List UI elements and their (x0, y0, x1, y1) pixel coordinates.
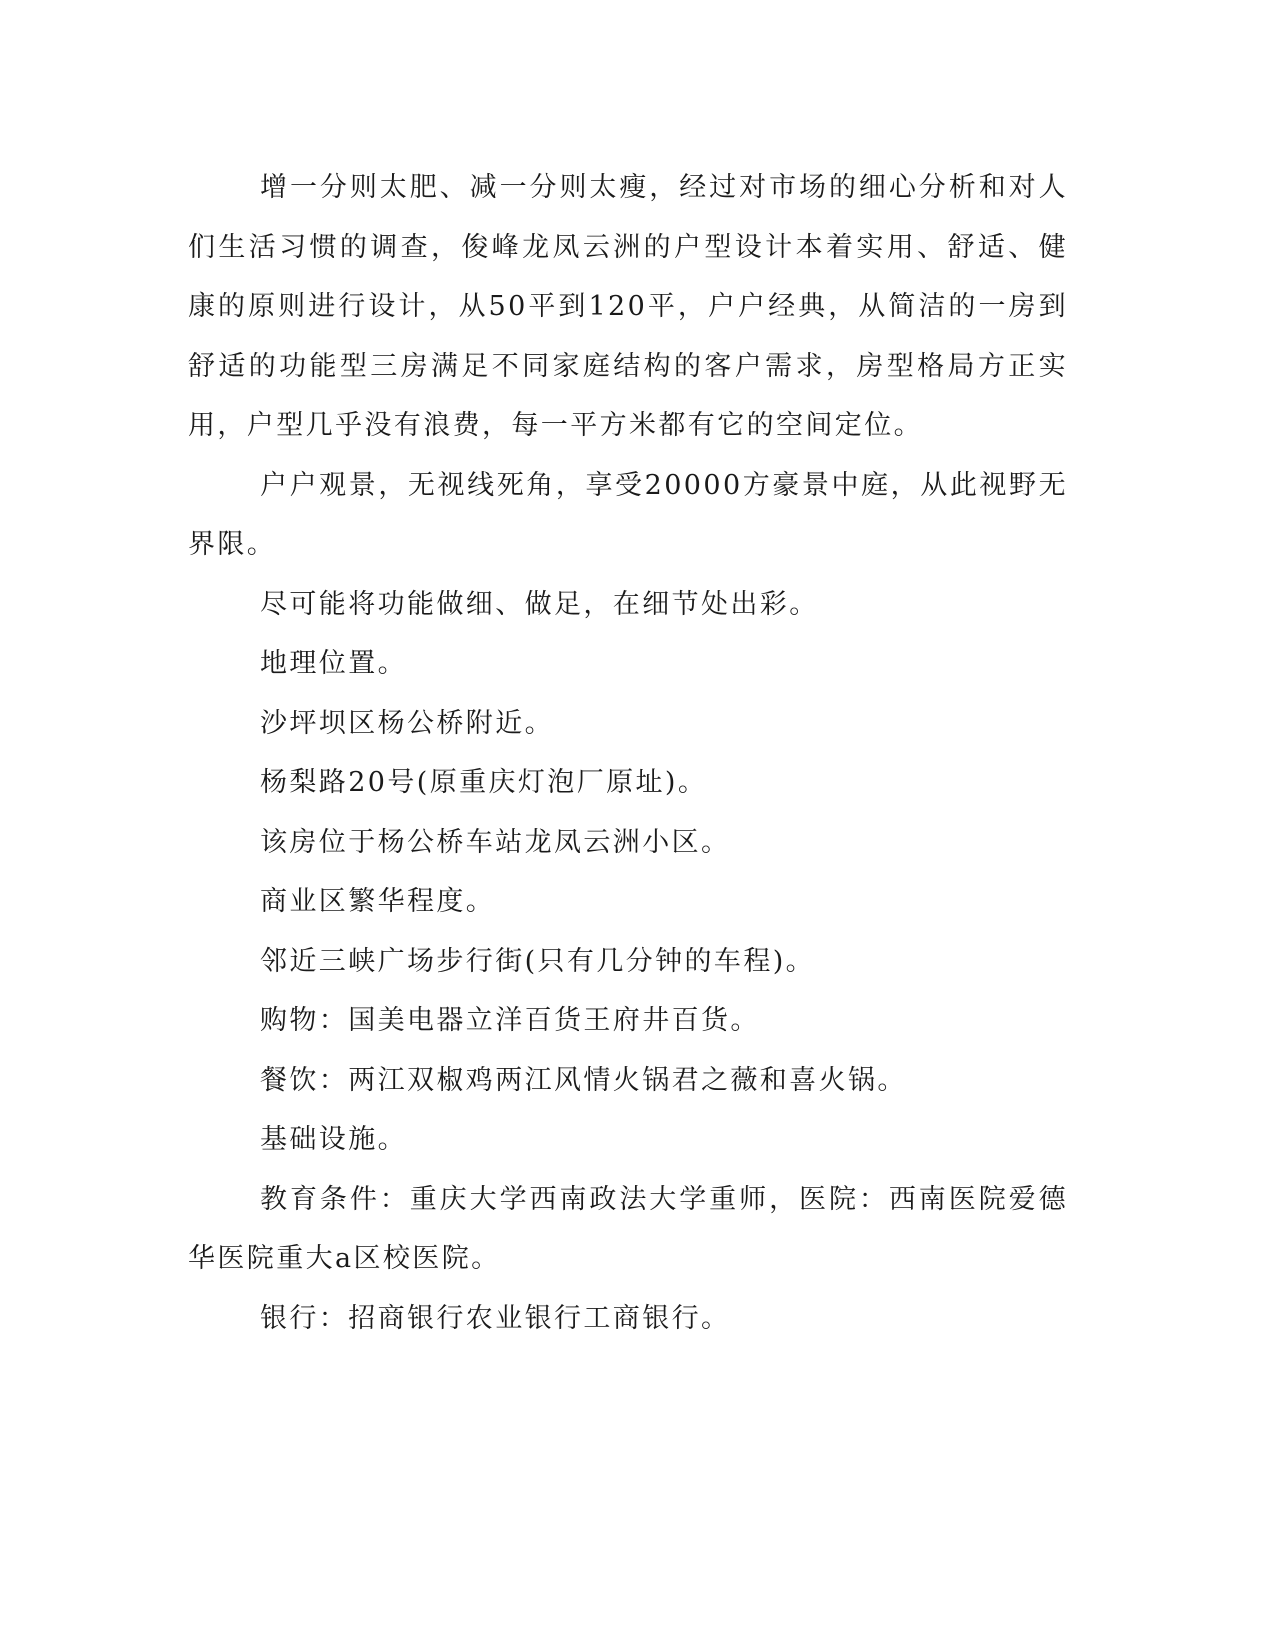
heading-infrastructure: 基础设施。 (260, 1124, 407, 1155)
paragraph-nearby: 邻近三峡广场步行街(只有几分钟的车程)。 (260, 945, 816, 977)
paragraph-shopping: 购物：国美电器立洋百货王府井百货。 (260, 1005, 760, 1036)
paragraph-views: 户户观景，无视线死角，享受20000方豪景中庭，从此视野无界限。 (188, 469, 1068, 560)
paragraph-address: 杨梨路20号(原重庆灯泡厂原址)。 (260, 767, 708, 798)
heading-commerce: 商业区繁华程度。 (260, 886, 496, 917)
paragraph-education-hospital: 教育条件：重庆大学西南政法大学重师，医院：西南医院爱德华医院重大a区校医院。 (188, 1183, 1068, 1274)
document-body (188, 158, 1068, 1348)
paragraph-station: 该房位于杨公桥车站龙凤云洲小区。 (260, 826, 731, 858)
heading-location: 地理位置。 (260, 648, 407, 679)
paragraph-banks: 银行：招商银行农业银行工商银行。 (260, 1302, 731, 1334)
paragraph-details: 尽可能将功能做细、做足，在细节处出彩。 (260, 588, 819, 620)
paragraph-dining: 餐饮：两江双椒鸡两江风情火锅君之薇和喜火锅。 (260, 1064, 907, 1096)
paragraph-district: 沙坪坝区杨公桥附近。 (260, 707, 554, 739)
paragraph-layout-intro: 增一分则太肥、减一分则太瘦，经过对市场的细心分析和对人们生活习惯的调查，俊峰龙凤云洲的户型设计本着实用、舒适、健康的原则进行设计，从50平到120平，户户经典，从简洁的一房到舒适的功能型三房满足不同家庭结构的客户需求，房型格局方正实用，户型几乎没有浪费，每一平方米都有它的空间定位。 (188, 172, 1068, 441)
